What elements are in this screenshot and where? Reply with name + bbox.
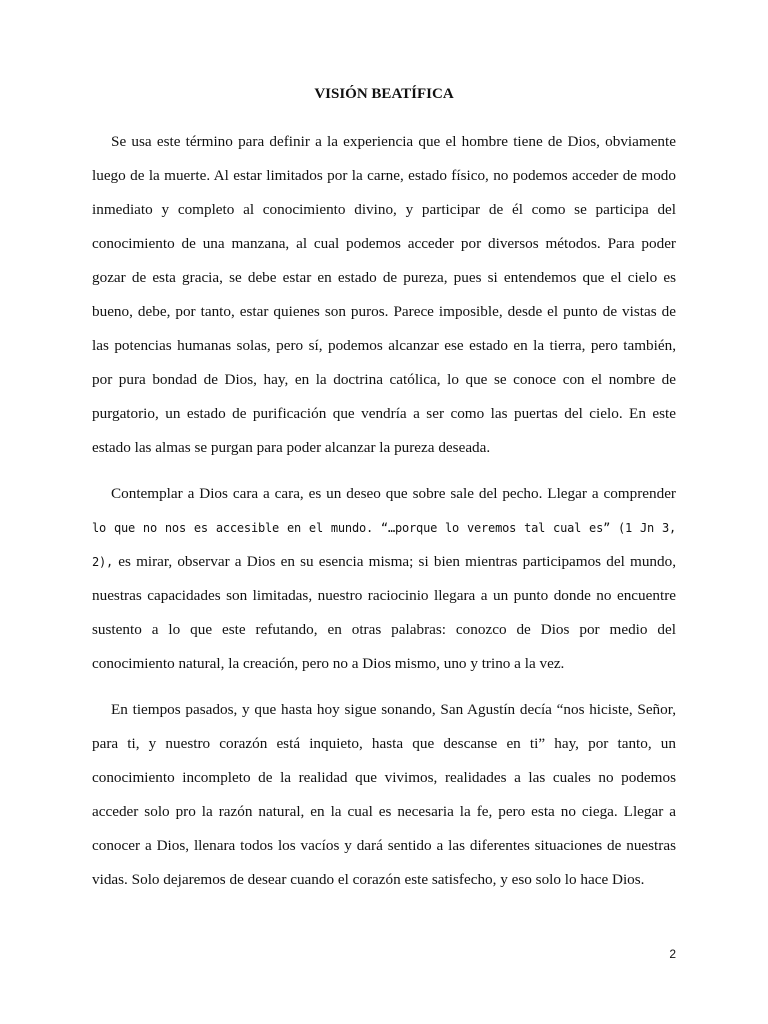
document-title: VISIÓN BEATÍFICA <box>314 86 454 102</box>
paragraph-2-intro: Contemplar a Dios cara a cara, es un deseo que sobre sale del pecho. Llegar a comprender <box>111 485 676 502</box>
paragraph-2 <box>92 477 676 681</box>
document-body <box>92 125 676 909</box>
paragraph-2-rest: es mirar, observar a Dios en su esencia misma; si bien mientras participamos del mundo, nuestras capacidades son limitadas, nuestro raciocinio llegara a un punto donde no encuentre sustento a lo que este refutando, en otras palabras: conozco de Dios por medio del conocimiento natural, la creación, pero no a Dios mismo, uno y trino a la vez. <box>92 553 676 672</box>
paragraph-1: Se usa este término para definir a la experiencia que el hombre tiene de Dios, obviamente luego de la muerte. Al estar limitados por la carne, estado físico, no podemos acceder de modo inmediato y completo al conocimiento divino, y participar de él como se participa del conocimiento de una manzana, al cual podemos acceder por diversos métodos. Para poder gozar de esta gracia, se debe estar en estado de pureza, pues si entendemos que el cielo es bueno, debe, por tanto, estar quienes son puros. Parece imposible, desde el punto de vistas de las potencias humanas solas, pero sí, podemos alcanzar ese estado en la tierra, pero también, por pura bondad de Dios, hay, en la doctrina católica, lo que se conoce con el nombre de purgatorio, un estado de purificación que vendría a ser como las puertas del cielo. En este estado las almas se purgan para poder alcanzar la pureza deseada. <box>92 133 676 456</box>
page-number: 2 <box>669 947 676 961</box>
bible-quote: lo que no nos es accesible en el mundo. “…porque lo veremos tal cual es” (1 Jn 3, 2), <box>92 521 676 569</box>
paragraph-3: En tiempos pasados, y que hasta hoy sigue sonando, San Agustín decía “nos hiciste, Señor, para ti, y nuestro corazón está inquieto, hasta que descanse en ti” hay, por tanto, un conocimiento incompleto de la realidad que vivimos, realidades a las cuales no podemos acceder solo pro la razón natural, en la cual es necesaria la fe, pero esta no ciega. Llegar a conocer a Dios, llenara todos los vacíos y dará sentido a las diferentes situaciones de nuestras vidas. Solo dejaremos de desear cuando el corazón este satisfecho, y eso solo lo hace Dios. <box>92 701 676 888</box>
